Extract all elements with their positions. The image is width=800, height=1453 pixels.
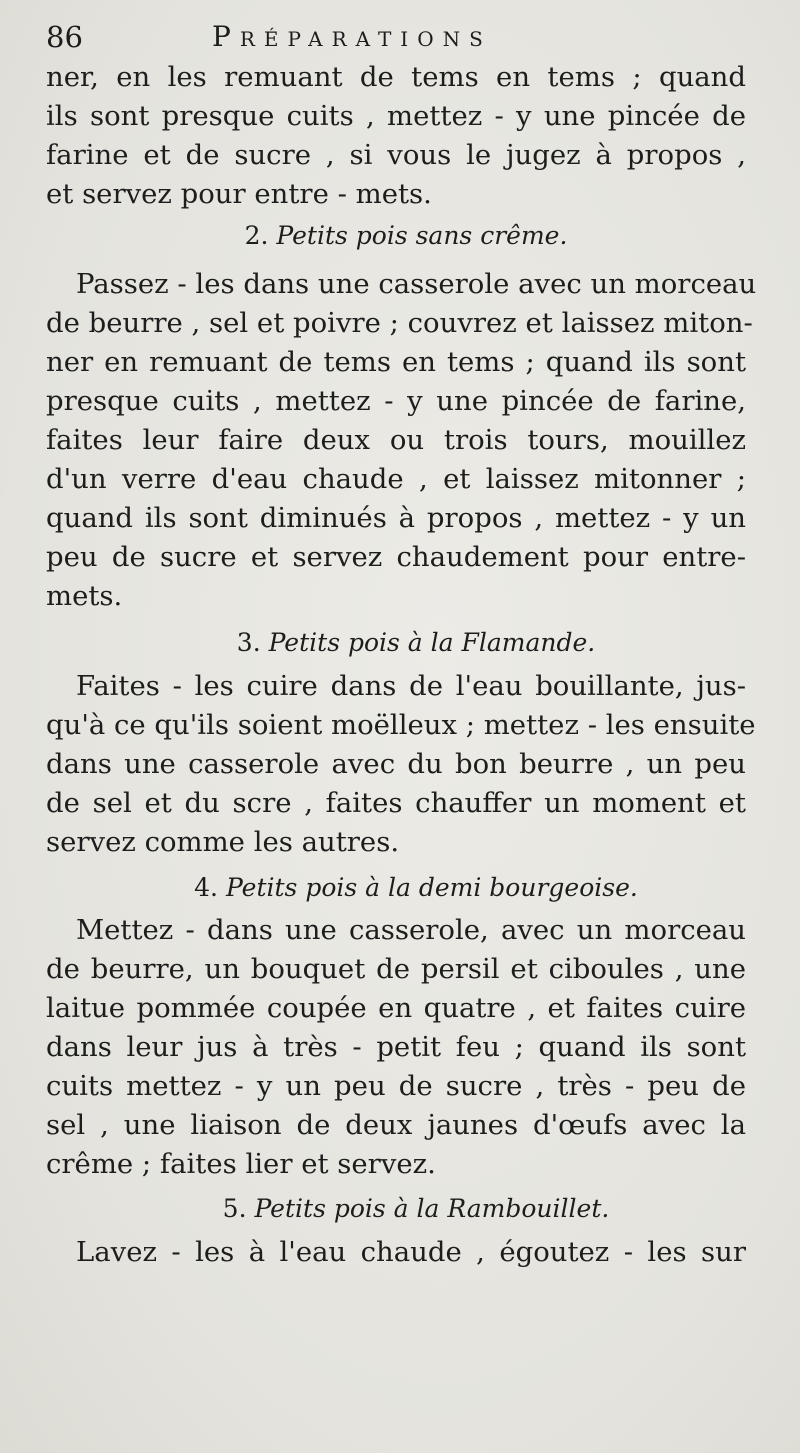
section-heading (46, 1184, 746, 1233)
text-line: de sel et du scre , faites chauffer un moment et (46, 787, 746, 819)
page-number: 86 (46, 20, 83, 54)
text-line: presque cuits , mettez - y une pincée de farine, (46, 385, 746, 417)
text-line: Mettez - dans une casserole, avec un morceau (76, 914, 746, 946)
body-text (46, 58, 757, 1272)
intro-paragraph (46, 58, 746, 214)
text-line: mets. (46, 580, 123, 612)
section-title: Petits pois à la Flamande. (268, 628, 596, 657)
section-paragraph (46, 911, 746, 1184)
section-number: 2. (244, 221, 269, 250)
section-number: 5. (222, 1194, 247, 1223)
text-line: quand ils sont diminués à propos , mettez - y un (46, 502, 746, 534)
text-line: d'un verre d'eau chaude , et laissez mitonner ; (46, 463, 746, 495)
section-paragraph (46, 667, 756, 862)
text-line: de beurre, un bouquet de persil et ciboules , une (46, 953, 746, 985)
text-line: de beurre , sel et poivre ; couvrez et laissez miton- (46, 307, 753, 339)
text-line: ner, en les remuant de tems en tems ; quand (46, 61, 746, 93)
text-line: ner en remuant de tems en tems ; quand ils sont (46, 346, 746, 378)
text-line: laitue pommée coupée en quatre , et faites cuire (46, 992, 746, 1024)
text-line: Faites - les cuire dans de l'eau bouillante, jus- (76, 670, 746, 702)
text-line: crême ; faites lier et servez. (46, 1148, 436, 1180)
text-line: et servez pour entre - mets. (46, 178, 432, 210)
text-line: sel , une liaison de deux jaunes d'œufs avec la (46, 1109, 746, 1141)
section-title: Petits pois sans crême. (276, 221, 568, 250)
section-title: Petits pois à la Rambouillet. (254, 1194, 610, 1223)
text-line: qu'à ce qu'ils soient moëlleux ; mettez - les ensuite (46, 709, 756, 741)
text-line: dans une casserole avec du bon beurre , un peu (46, 748, 746, 780)
section-title: Petits pois à la demi bourgeoise. (225, 873, 638, 902)
text-line: ils sont presque cuits , mettez - y une pincée de (46, 100, 746, 132)
section-heading (46, 214, 746, 265)
text-line: cuits mettez - y un peu de sucre , très - peu de (46, 1070, 746, 1102)
running-head: Préparations (212, 20, 492, 53)
text-line: Passez - les dans une casserole avec un morceau (76, 268, 757, 300)
page-header (46, 20, 766, 60)
text-line: farine et de sucre , si vous le jugez à propos , (46, 139, 746, 171)
text-line: servez comme les autres. (46, 826, 400, 858)
section-number: 4. (194, 873, 219, 902)
section-paragraph (46, 265, 757, 616)
text-line: faites leur faire deux ou trois tours, mouillez (46, 424, 746, 456)
text-line: peu de sucre et servez chaudement pour entre- (46, 541, 746, 573)
section-number: 3. (236, 628, 261, 657)
section-heading (46, 862, 746, 911)
section-paragraph (46, 1233, 746, 1272)
section-heading (46, 616, 746, 667)
text-line: dans leur jus à très - petit feu ; quand ils sont (46, 1031, 746, 1063)
text-line: Lavez - les à l'eau chaude , égoutez - les sur (76, 1236, 746, 1268)
